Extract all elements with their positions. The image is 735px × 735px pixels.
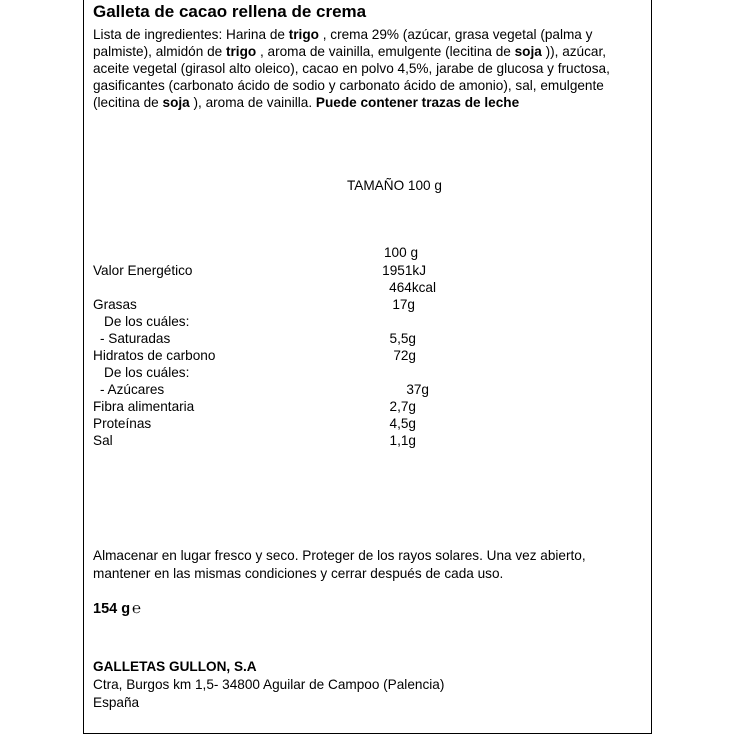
salt-label: Sal (93, 433, 113, 448)
sugars-value: 37g (406, 382, 429, 397)
fiber-value: 2,7g (389, 399, 416, 414)
manufacturer-address: Ctra, Burgos km 1,5- 34800 Aguilar de Campoo (Palencia) (93, 677, 445, 692)
allergen-text: soja (162, 95, 190, 110)
energy-kcal-value: 464kcal (389, 280, 436, 295)
allergen-text: trigo (288, 27, 319, 42)
fat-of-which-label: De los cuáles: (104, 314, 190, 329)
product-title: Galleta de cacao rellena de crema (93, 2, 367, 21)
carbs-of-which-label: De los cuáles: (104, 365, 190, 380)
fat-value: 17g (392, 297, 415, 312)
net-weight-value: 154 g (93, 600, 131, 617)
ingredient-text: , crema 29% (azúcar, grasa vegetal (palma y palmiste), almidón de (93, 27, 593, 59)
carbs-label: Hidratos de carbono (93, 348, 216, 363)
energy-label: Valor Energético (93, 263, 193, 278)
protein-label: Proteínas (93, 416, 152, 431)
fiber-label: Fibra alimentaria (93, 399, 195, 414)
ingredient-text: )), azúcar, aceite vegetal (girasol alto oleico), cacao en polvo 4,5%, jarabe de glucosa y fructosa, gasificantes (carbonato ácido de sodio y carbonato ácido de amonio), sal, emulgente (lecitina de (93, 44, 610, 110)
net-weight (93, 600, 141, 617)
fat-label: Grasas (93, 297, 137, 312)
salt-value: 1,1g (389, 433, 416, 448)
estimated-sign-icon: ℮ (132, 600, 142, 617)
protein-value: 4,5g (389, 416, 416, 431)
ingredients-list (93, 26, 645, 111)
allergen-text: soja (514, 44, 542, 59)
ingredient-text: ), aroma de vainilla. (189, 95, 316, 110)
ingredient-text: Lista de ingredientes: Harina de (93, 27, 289, 42)
ingredient-text: , aroma de vainilla, emulgente (lecitina de (256, 44, 515, 59)
manufacturer-name: GALLETAS GULLON, S.A (93, 659, 257, 674)
allergen-text: Puede contener trazas de leche (315, 95, 520, 110)
saturated-label: - Saturadas (100, 331, 171, 346)
storage-instructions: Almacenar en lugar fresco y seco. Proteger de los rayos solares. Una vez abierto, mantener en las mismas condiciones y cerrar después de cada uso. (93, 548, 586, 581)
carbs-value: 72g (393, 348, 416, 363)
serving-size-header: TAMAÑO 100 g (347, 178, 442, 193)
per-100g-column-header: 100 g (384, 245, 419, 260)
sugars-label: - Azúcares (100, 382, 165, 397)
energy-kj-value: 1951kJ (382, 263, 426, 278)
allergen-text: trigo (225, 44, 257, 59)
manufacturer-country: España (93, 695, 140, 710)
saturated-value: 5,5g (389, 331, 416, 346)
